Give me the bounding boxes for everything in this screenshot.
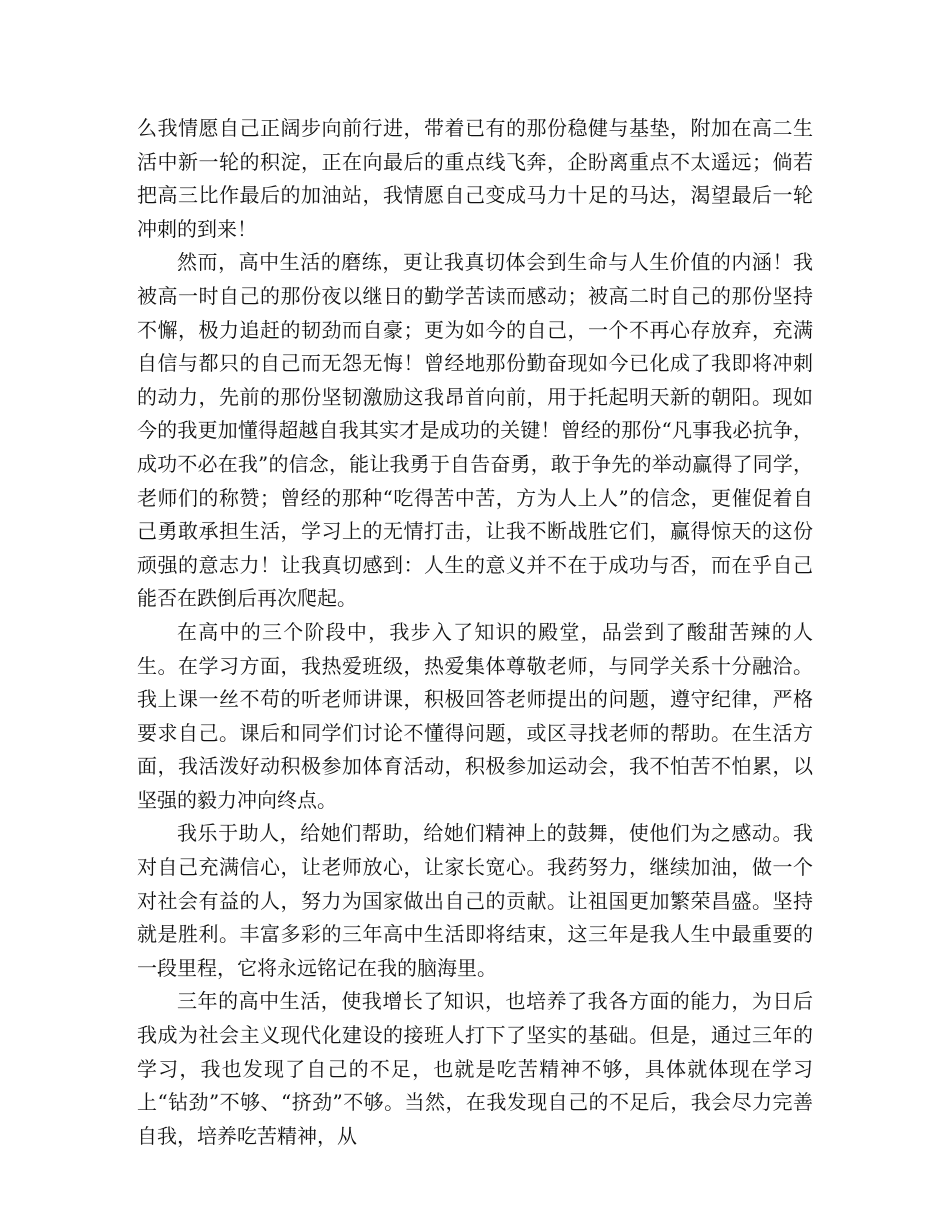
paragraph-helping-others: 我乐于助人，给她们帮助，给她们精神上的鼓舞，使他们为之感动。我对自己充满信心，让老师放心，让家长宽心。我药努力，继续加油，做一个对社会有益的人，努力为国家做出自己的贡献。让祖国更加繁荣昌盛。坚持就是胜利。丰富多彩的三年高中生活即将结束，这三年是我人生中最重要的一段里程，它将永远铭记在我的脑海里。 — [137, 821, 813, 980]
paragraph-reflection: 然而，高中生活的磨练，更让我真切体会到生命与人生价值的内涵！我被高一时自己的那份夜以继日的勤学苦读而感动；被高二时自己的那份坚持不懈，极力追赶的韧劲而自豪；更为如今的自己，一个不再心存放弃，充满自信与都只的自己而无怨无悔！曾经地那份勤奋现如今已化成了我即将冲刺的动力，先前的那份坚韧激励这我昂首向前，用于托起明天新的朝阳。现如今的我更加懂得超越自我其实才是成功的关键！曾经的那份“凡事我必抗争，成功不必在我”的信念，能让我勇于自告奋勇，敢于争先的举动赢得了同学，老师们的称赞；曾经的那种“吃得苦中苦，方为人上人”的信念，更催促着自己勇敢承担生活，学习上的无情打击，让我不断战胜它们，赢得惊天的这份顽强的意志力！让我真切感到：人生的意义并不在于成功与否，而在乎自己能否在跌倒后再次爬起。 — [137, 250, 813, 611]
paragraph-shortcomings: 三年的高中生活，使我增长了知识，也培养了我各方面的能力，为日后我成为社会主义现代化建设的接班人打下了坚实的基础。但是，通过三年的学习，我也发现了自己的不足，也就是吃苦精神不够，具体就体现在学习上“钻劲”不够、“挤劲”不够。当然，在我发现自己的不足后，我会尽力完善自我，培养吃苦精神，从 — [137, 989, 813, 1148]
paragraph-study-life: 在高中的三个阶段中，我步入了知识的殿堂，品尝到了酸甜苦辣的人生。在学习方面，我热爱班级，热爱集体尊敬老师，与同学关系十分融洽。我上课一丝不苟的听老师讲课，积极回答老师提出的问题，遵守纪律，严格要求自己。课后和同学们讨论不懂得问题，或区寻找老师的帮助。在生活方面，我活泼好动积极参加体育活动，积极参加运动会，我不怕苦不怕累，以坚强的毅力冲向终点。 — [137, 619, 813, 812]
paragraph-continuation: 么我情愿自己正阔步向前行进，带着已有的那份稳健与基垫，附加在高二生活中新一轮的积淀，正在向最后的重点线飞奔，企盼离重点不太遥远；倘若把高三比作最后的加油站，我情愿自己变成马力十足的马达，渴望最后一轮冲刺的到来！ — [137, 116, 813, 241]
document-page — [137, 112, 813, 1153]
